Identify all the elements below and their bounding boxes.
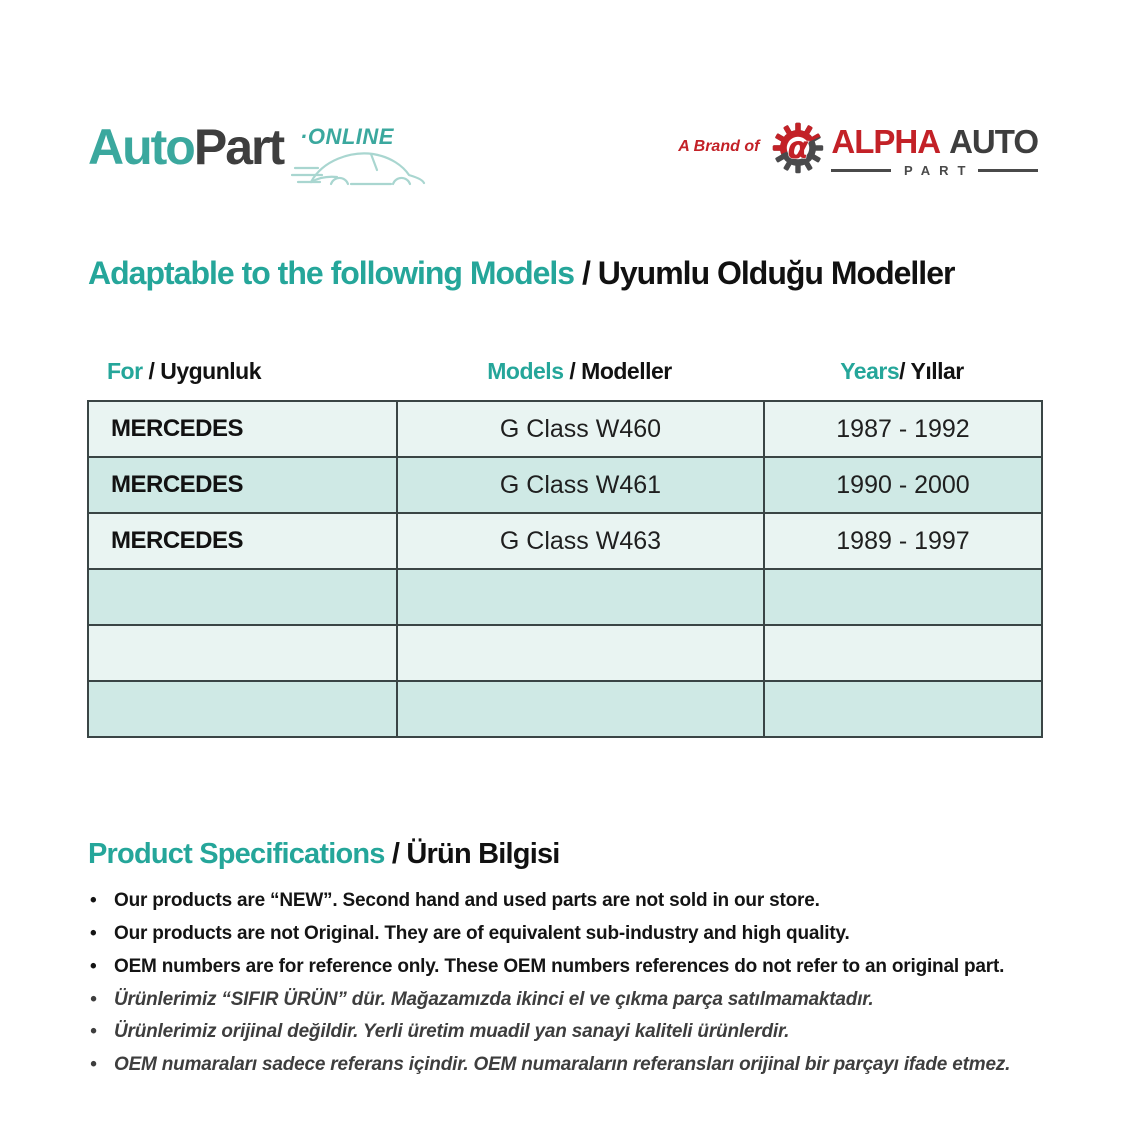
cell-model: [397, 569, 764, 625]
bullet-dot-icon: •: [90, 988, 97, 1010]
table-row: [88, 457, 1042, 513]
cell-make: MERCEDES: [88, 513, 397, 569]
cell-make: MERCEDES: [88, 401, 397, 457]
spec-bullet-tr: • Ürünlerimiz orijinal değildir. Yerli üretim muadil yan sanayi kaliteli ürünlerdir.: [90, 1021, 790, 1043]
spec-bullet-en: • Our products are “NEW”. Second hand and used parts are not sold in our store.: [90, 890, 820, 911]
bullet-dot-icon: •: [90, 1054, 97, 1076]
cell-years: [764, 569, 1042, 625]
cell-years: 1987 - 1992: [764, 401, 1042, 457]
table-row-empty: [88, 569, 1042, 625]
part-right-line: [978, 169, 1038, 172]
autopart-logo-part: Part: [193, 119, 284, 175]
bullet-dot-icon: •: [90, 890, 97, 911]
cell-make: [88, 569, 397, 625]
cell-years: [764, 625, 1042, 681]
compatibility-table: [87, 400, 1043, 738]
specs-bullet-list: [90, 890, 1040, 1087]
cell-model: G Class W463: [397, 513, 764, 569]
table-row-empty: [88, 625, 1042, 681]
table-row: [88, 401, 1042, 457]
cell-years: 1989 - 1997: [764, 513, 1042, 569]
cell-make: [88, 625, 397, 681]
alpha-logo-part: PART: [904, 163, 975, 178]
specs-section-title: [88, 838, 560, 871]
column-header-models: Models / Modeller: [487, 358, 672, 384]
car-silhouette-icon: [291, 143, 431, 195]
spec-bullet-tr: • Ürünlerimiz “SIFIR ÜRÜN” dür. Mağazamızda ikinci el ve çıkma parça satılmamaktadır.: [90, 988, 874, 1010]
cell-years: 1990 - 2000: [764, 457, 1042, 513]
alpha-glyph: α: [787, 130, 809, 166]
specs-title-tr: / Ürün Bilgisi: [384, 838, 560, 870]
models-title-en: Adaptable to the following Models: [88, 255, 575, 291]
spec-bullet-tr: • OEM numaraları sadece referans içindir. OEM numaraların referansları orijinal bir parçayı ifade etmez.: [90, 1054, 1011, 1076]
bullet-dot-icon: •: [90, 1021, 97, 1043]
alpha-logo-part-row: [831, 163, 1038, 178]
models-title-tr: / Uyumlu Olduğu Modeller: [574, 255, 955, 291]
table-column-headers: [87, 358, 1041, 385]
autopart-logo-online: ·ONLINE: [300, 124, 394, 149]
column-header-years: Years/ Yıllar: [840, 358, 964, 384]
spec-bullet-en: • OEM numbers are for reference only. These OEM numbers references do not refer to an original part.: [90, 955, 1005, 977]
cell-make: [88, 681, 397, 737]
cell-model: [397, 625, 764, 681]
alpha-logo-auto: AUTO: [949, 123, 1038, 160]
table-row: [88, 513, 1042, 569]
cell-make: MERCEDES: [88, 457, 397, 513]
specs-title-en: Product Specifications: [88, 838, 385, 870]
alpha-gear-icon: [771, 121, 825, 175]
autopart-logo: [88, 119, 448, 207]
autopart-logo-auto: Auto: [88, 119, 194, 175]
models-section-title: [88, 255, 954, 292]
bullet-dot-icon: •: [90, 955, 97, 977]
cell-years: [764, 681, 1042, 737]
alpha-logo-wordmark: [831, 125, 1038, 178]
cell-model: G Class W461: [397, 457, 764, 513]
brand-of-label: A Brand of: [678, 138, 760, 155]
table-row-empty: [88, 681, 1042, 737]
cell-model: G Class W460: [397, 401, 764, 457]
part-left-line: [831, 169, 891, 172]
bullet-dot-icon: •: [90, 922, 97, 944]
alpha-logo-alpha: ALPHA: [831, 123, 941, 160]
alpha-auto-logo: [678, 121, 1038, 178]
spec-bullet-en: • Our products are not Original. They are of equivalent sub-industry and high quality.: [90, 922, 850, 944]
cell-model: [397, 681, 764, 737]
column-header-for: For / Uygunluk: [107, 358, 262, 384]
